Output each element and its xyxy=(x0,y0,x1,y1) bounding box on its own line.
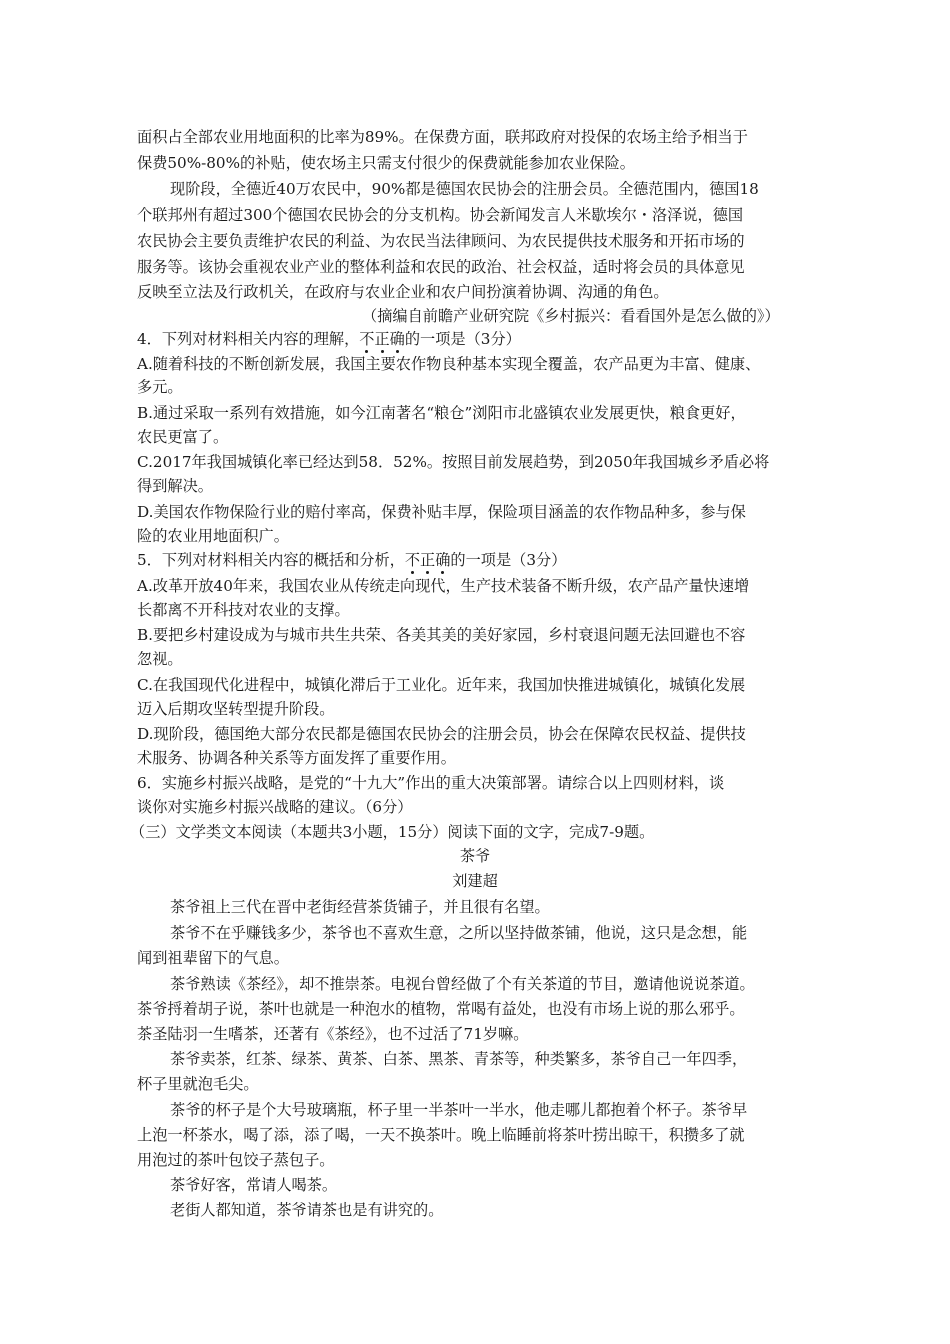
q5-option-b: B.要把乡村建设成为与城市共生共荣、各美其美的美好家园，乡村衰退问题无法回避也不容 xyxy=(137,626,746,644)
q5-option-c-cont: 迈入后期攻坚转型提升阶段。 xyxy=(137,700,335,718)
q4-option-d: D.美国农作物保险行业的赔付率高，保费补贴丰厚，保险项目涵盖的农作物品种多，参与保 xyxy=(137,503,746,521)
q5-option-a-cont: 长都离不开科技对农业的支撑。 xyxy=(137,601,350,619)
material-line: 保费50%-80%的补贴，使农场主只需支付很少的保费就能参加农业保险。 xyxy=(137,154,635,172)
q4-option-a: A.随着科技的不断创新发展，我国主要农作物良种基本实现全覆盖，农产品更为丰富、健康、 xyxy=(137,355,761,373)
q5-option-d: D.现阶段，德国绝大部分农民都是德国农民协会的注册会员，协会在保障农民权益、提供技 xyxy=(137,725,746,743)
story-paragraph: 茶爷不在乎赚钱多少，茶爷也不喜欢生意，之所以坚持做茶铺，他说，这只是念想，能 xyxy=(170,924,748,942)
story-paragraph: 茶爷卖茶，红茶、绿茶、黄茶、白茶、黑茶、青茶等，种类繁多，茶爷自己一年四季， xyxy=(170,1050,748,1068)
emphasis-char: 正 xyxy=(374,330,390,348)
material-line: 面积占全部农业用地面积的比率为89%。在保费方面，联邦政府对投保的农场主给予相当于 xyxy=(137,128,748,146)
material-line: 反映至立法及行政机关，在政府与农业企业和农户间扮演着协调、沟通的角色。 xyxy=(137,283,669,301)
emphasis-char: 正 xyxy=(420,551,436,569)
question-4-stem: 4．下列对材料相关内容的理解，不正确的一项是（3分） xyxy=(137,330,521,348)
q5-option-b-cont: 忽视。 xyxy=(137,650,183,668)
story-paragraph: 茶爷好客，常请人喝茶。 xyxy=(170,1176,338,1194)
story-author: 刘建超 xyxy=(452,872,498,890)
story-line: 闻到祖辈留下的气息。 xyxy=(137,949,289,967)
material-line: 个联邦州有超过300个德国农民协会的分支机构。协会新闻发言人米歇埃尔・洛泽说，德国 xyxy=(137,206,744,224)
emphasis-char: 不 xyxy=(404,551,421,569)
story-line: 用泡过的茶叶包饺子蒸包子。 xyxy=(137,1151,335,1169)
q4-option-d-cont: 险的农业用地面积广。 xyxy=(137,527,289,545)
story-paragraph: 老街人都知道，茶爷请茶也是有讲究的。 xyxy=(170,1201,444,1219)
emphasis-char: 确 xyxy=(435,551,451,569)
material-line: 服务等。该协会重视农业产业的整体利益和农民的政治、社会权益，适时将会员的具体意见 xyxy=(137,258,745,276)
question-5-stem: 5．下列对材料相关内容的概括和分析，不正确的一项是（3分） xyxy=(137,551,567,569)
section-heading: （三）文学类文本阅读（本题共3小题，15分）阅读下面的文字，完成7-9题。 xyxy=(130,823,655,841)
q4-option-c: C.2017年我国城镇化率已经达到58．52%。按照目前发展趋势，到2050年我国城乡矛盾必将 xyxy=(137,453,770,471)
q5-option-a: A.改革开放40年来，我国农业从传统走向现代，生产技术装备不断升级，农产品产量快速增 xyxy=(137,577,750,595)
question-6-stem-cont: 谈你对实施乡村振兴战略的建议。（6分） xyxy=(137,798,413,816)
q4-option-b-cont: 农民更富了。 xyxy=(137,428,229,446)
story-title: 茶爷 xyxy=(459,847,491,865)
q4-option-c-cont: 得到解决。 xyxy=(137,477,213,495)
emphasis-char: 不 xyxy=(359,330,375,348)
q4-option-a-cont: 多元。 xyxy=(137,378,183,396)
material-line: 现阶段，全德近40万农民中，90%都是德国农民协会的注册会员。全德范围内，德国18 xyxy=(170,180,759,198)
source-citation: （摘编自前瞻产业研究院《乡村振兴：看看国外是怎么做的》） xyxy=(362,307,780,325)
story-line: 杯子里就泡毛尖。 xyxy=(137,1075,259,1093)
story-paragraph: 茶爷熟读《茶经》，却不推崇茶。电视台曾经做了个有关茶道的节目，邀请他说说茶道。 xyxy=(170,975,755,993)
emphasis-char: 确 xyxy=(389,330,405,348)
question-6-stem: 6．实施乡村振兴战略，是党的“十九大”作出的重大决策部署。请综合以上四则材料，谈 xyxy=(137,774,725,792)
story-paragraph: 茶爷的杯子是个大号玻璃瓶，杯子里一半茶叶一半水，他走哪儿都抱着个杯子。茶爷早 xyxy=(170,1101,748,1119)
story-line: 茶爷捋着胡子说，茶叶也就是一种泡水的植物，常喝有益处，也没有市场上说的那么邪乎。 xyxy=(137,1000,745,1018)
q5-option-d-cont: 术服务、协调各种关系等方面发挥了重要作用。 xyxy=(137,749,456,767)
story-paragraph: 茶爷祖上三代在晋中老街经营茶货铺子，并且很有名望。 xyxy=(170,898,550,916)
q5-option-c: C.在我国现代化进程中，城镇化滞后于工业化。近年来，我国加快推进城镇化，城镇化发展 xyxy=(137,676,746,694)
material-line: 农民协会主要负责维护农民的利益、为农民当法律顾问、为农民提供技术服务和开拓市场的 xyxy=(137,232,745,250)
story-line: 茶圣陆羽一生嗜茶，还著有《茶经》，也不过活了71岁嘛。 xyxy=(137,1025,529,1043)
q4-option-b: B.通过采取一系列有效措施，如今江南著名“粮仓”浏阳市北盛镇农业发展更快，粮食更好， xyxy=(137,404,746,422)
story-line: 上泡一杯茶水，喝了添，添了喝，一天不换茶叶。晚上临睡前将茶叶捞出晾干，积攒多了就 xyxy=(137,1126,745,1144)
